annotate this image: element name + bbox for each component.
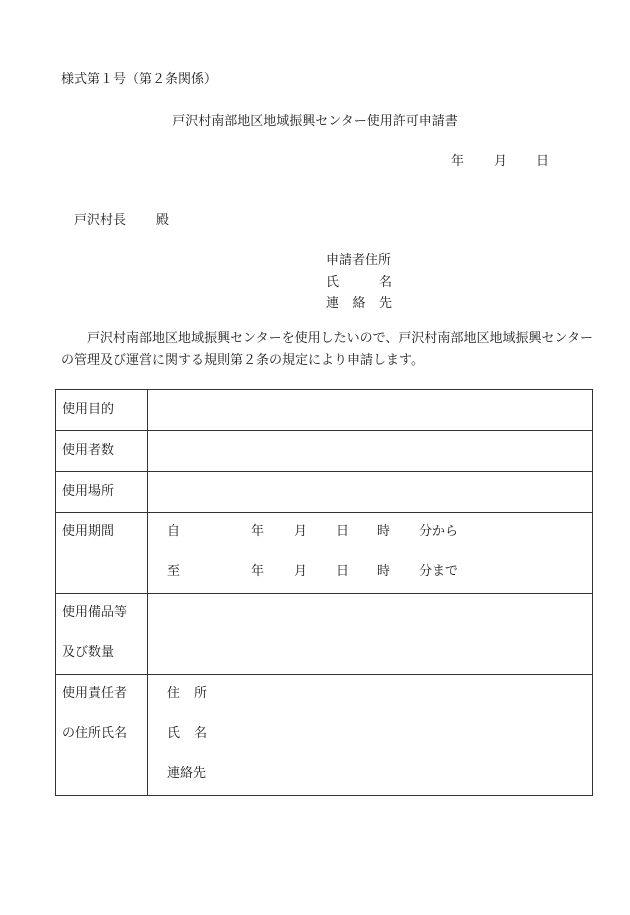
period-to-line <box>148 553 592 593</box>
page-title: 戸沢村南部地区地域振興センター使用許可申請書 <box>172 114 458 129</box>
addressee <box>74 209 169 228</box>
applicant-name-label: 氏名 <box>326 275 392 290</box>
persons-label: 使用者数 <box>62 443 115 458</box>
responsible-value[interactable] <box>148 675 593 796</box>
row-place <box>56 472 593 513</box>
responsible-name-1: 氏 <box>167 726 181 741</box>
application-table <box>55 389 593 796</box>
period-from-day: 日 <box>336 524 350 539</box>
responsible-name-line <box>148 715 592 755</box>
row-persons <box>56 431 593 472</box>
responsible-contact-line: 連絡先 <box>167 766 207 781</box>
period-from-hour: 時 <box>377 524 391 539</box>
period-to-prefix: 至 <box>167 564 181 579</box>
responsible-address-2: 所 <box>194 686 208 701</box>
period-to-day: 日 <box>336 564 350 579</box>
applicant-contact-label: 連絡先 <box>326 296 392 311</box>
addressee-honorific: 殿 <box>156 213 170 228</box>
period-from-minute: 分から <box>419 524 459 539</box>
equipment-label-1: 使用備品等 <box>62 605 128 620</box>
place-label: 使用場所 <box>62 484 115 499</box>
persons-value[interactable] <box>148 431 593 472</box>
row-equipment <box>56 594 593 675</box>
date-day: 日 <box>536 154 550 169</box>
period-value[interactable] <box>148 513 593 594</box>
period-to-hour: 時 <box>377 564 391 579</box>
responsible-address-line <box>148 675 592 715</box>
form-number: 様式第１号（第２条関係） <box>61 72 218 87</box>
date-year: 年 <box>451 154 465 169</box>
period-label: 使用期間 <box>62 524 115 539</box>
period-to-month: 月 <box>294 564 308 579</box>
responsible-label-2: の住所氏名 <box>62 726 128 741</box>
responsible-label-1: 使用責任者 <box>62 686 128 701</box>
row-responsible <box>56 675 593 796</box>
period-from-line <box>148 513 592 553</box>
responsible-address-1: 住 <box>167 686 181 701</box>
body-text <box>61 328 593 372</box>
row-period <box>56 513 593 594</box>
applicant-address-label: 申請者住所 <box>326 253 392 268</box>
place-value[interactable] <box>148 472 593 513</box>
period-to-minute: 分まで <box>419 564 459 579</box>
period-from-prefix: 自 <box>167 524 181 539</box>
period-to-year: 年 <box>251 564 265 579</box>
date-month: 月 <box>494 154 508 169</box>
body-paragraph: 戸沢村南部地区地域振興センターを使用したいので、戸沢村南部地区地域振興センターの管理及び運営に関する規則第２条の規定により申請します。 <box>61 331 593 368</box>
purpose-value[interactable] <box>148 390 593 431</box>
equipment-value[interactable] <box>148 594 593 675</box>
period-from-year: 年 <box>251 524 265 539</box>
purpose-label: 使用目的 <box>62 402 115 417</box>
period-from-month: 月 <box>294 524 308 539</box>
equipment-label-2: 及び数量 <box>62 645 115 660</box>
responsible-name-2: 名 <box>194 726 208 741</box>
addressee-name: 戸沢村長 <box>74 213 127 228</box>
row-purpose <box>56 390 593 431</box>
